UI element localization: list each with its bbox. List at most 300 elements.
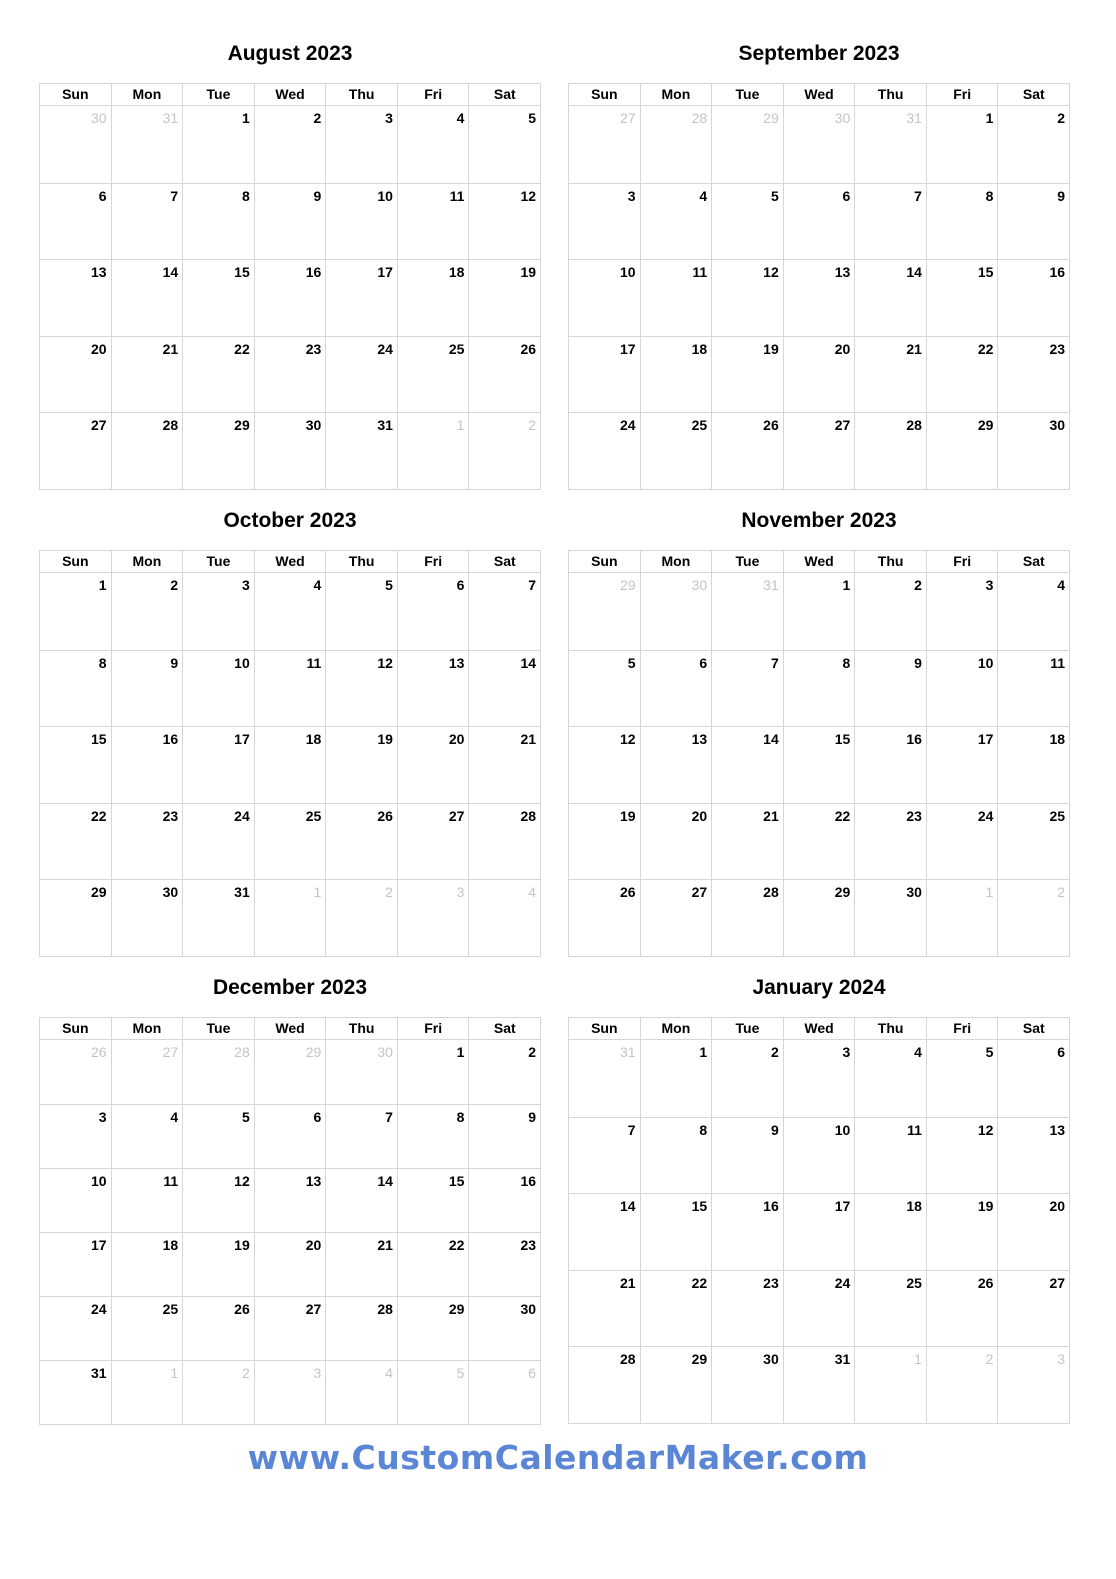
month-title: August 2023 bbox=[227, 42, 353, 65]
day-cell: 3 bbox=[783, 1040, 855, 1117]
month-grid bbox=[568, 83, 1070, 490]
week-row bbox=[569, 1117, 1069, 1194]
week-row bbox=[569, 1193, 1069, 1270]
day-cell-adjacent-month: 28 bbox=[182, 1040, 254, 1104]
day-cell: 22 bbox=[397, 1233, 469, 1296]
day-cell: 10 bbox=[325, 184, 397, 260]
day-cell: 13 bbox=[640, 727, 712, 803]
day-cell: 9 bbox=[711, 1118, 783, 1194]
weekday-label: Mon bbox=[640, 84, 712, 105]
day-cell-adjacent-month: 4 bbox=[468, 880, 540, 956]
day-cell: 8 bbox=[640, 1118, 712, 1194]
day-cell-adjacent-month: 1 bbox=[926, 880, 998, 956]
day-cell-adjacent-month: 26 bbox=[91, 1044, 107, 1060]
week-row bbox=[40, 1104, 540, 1168]
month-title: December 2023 bbox=[212, 976, 368, 999]
week-row bbox=[40, 336, 540, 413]
day-cell: 26 bbox=[182, 1297, 254, 1360]
week-row bbox=[569, 183, 1069, 260]
day-cell: 14 bbox=[468, 651, 540, 727]
day-cell: 29 bbox=[783, 880, 855, 956]
day-cell: 9 bbox=[254, 184, 326, 260]
day-cell: 2 bbox=[111, 573, 183, 650]
weekday-label: Mon bbox=[111, 551, 183, 572]
day-cell: 26 bbox=[468, 337, 540, 413]
day-cell: 14 bbox=[854, 260, 926, 336]
day-cell: 19 bbox=[620, 807, 636, 824]
day-cell: 24 bbox=[926, 804, 998, 880]
day-cell: 8 bbox=[783, 651, 855, 727]
day-cell: 28 bbox=[711, 880, 783, 956]
day-cell: 23 bbox=[711, 1271, 783, 1347]
day-cell: 23 bbox=[468, 1233, 540, 1296]
week-row bbox=[40, 259, 540, 336]
day-cell: 3 bbox=[325, 106, 397, 183]
day-cell: 1 bbox=[926, 106, 998, 183]
day-cell: 3 bbox=[926, 573, 998, 650]
day-cell: 21 bbox=[111, 337, 183, 413]
day-cell-adjacent-month: 2 bbox=[926, 1347, 998, 1423]
weekday-label: Sun bbox=[62, 1020, 89, 1036]
weekday-label: Thu bbox=[854, 84, 926, 105]
day-cell: 28 bbox=[620, 1351, 636, 1368]
day-cell-adjacent-month: 2 bbox=[182, 1361, 254, 1424]
day-cell: 23 bbox=[111, 804, 183, 880]
day-cell: 16 bbox=[111, 727, 183, 803]
day-cell: 19 bbox=[325, 727, 397, 803]
day-cell: 2 bbox=[997, 106, 1069, 183]
day-cell: 29 bbox=[91, 884, 107, 901]
day-cell: 16 bbox=[711, 1194, 783, 1270]
weekday-label: Thu bbox=[854, 1018, 926, 1039]
weekday-header-row bbox=[569, 1018, 1069, 1040]
day-cell: 28 bbox=[111, 413, 183, 489]
day-cell: 5 bbox=[926, 1040, 998, 1117]
day-cell-adjacent-month: 31 bbox=[111, 106, 183, 183]
week-row bbox=[40, 803, 540, 880]
day-cell: 18 bbox=[254, 727, 326, 803]
weekday-label: Thu bbox=[325, 1018, 397, 1039]
week-row bbox=[40, 1168, 540, 1232]
day-cell: 30 bbox=[111, 880, 183, 956]
day-cell: 2 bbox=[711, 1040, 783, 1117]
day-cell: 17 bbox=[325, 260, 397, 336]
week-row bbox=[40, 1296, 540, 1360]
weekday-label: Sat bbox=[997, 1018, 1069, 1039]
day-cell: 27 bbox=[397, 804, 469, 880]
day-cell-adjacent-month: 29 bbox=[620, 577, 636, 593]
week-row bbox=[40, 726, 540, 803]
day-cell: 4 bbox=[854, 1040, 926, 1117]
day-cell-adjacent-month: 3 bbox=[397, 880, 469, 956]
weekday-label: Fri bbox=[397, 551, 469, 572]
weekday-header-row bbox=[569, 84, 1069, 106]
weekday-label: Fri bbox=[926, 1018, 998, 1039]
day-cell: 15 bbox=[397, 1169, 469, 1232]
weekday-label: Sun bbox=[591, 1020, 618, 1036]
week-row bbox=[569, 650, 1069, 727]
day-cell: 7 bbox=[711, 651, 783, 727]
weekday-label: Tue bbox=[711, 84, 783, 105]
week-row bbox=[40, 1360, 540, 1424]
day-cell: 25 bbox=[997, 804, 1069, 880]
day-cell: 25 bbox=[854, 1271, 926, 1347]
day-cell: 8 bbox=[98, 654, 107, 671]
weekday-label: Wed bbox=[783, 84, 855, 105]
day-cell: 18 bbox=[111, 1233, 183, 1296]
day-cell: 11 bbox=[111, 1169, 183, 1232]
weekday-label: Wed bbox=[783, 551, 855, 572]
week-row bbox=[40, 183, 540, 260]
day-cell: 1 bbox=[783, 573, 855, 650]
day-cell-adjacent-month: 2 bbox=[325, 880, 397, 956]
weekday-label: Sat bbox=[468, 1018, 540, 1039]
day-cell: 18 bbox=[640, 337, 712, 413]
month-grid bbox=[39, 550, 541, 957]
day-cell: 2 bbox=[468, 1040, 540, 1104]
week-row bbox=[569, 1270, 1069, 1347]
day-cell: 12 bbox=[620, 731, 636, 748]
day-cell: 7 bbox=[468, 573, 540, 650]
week-row bbox=[40, 650, 540, 727]
day-cell: 26 bbox=[620, 884, 636, 901]
day-cell: 26 bbox=[711, 413, 783, 489]
day-cell: 10 bbox=[783, 1118, 855, 1194]
day-cell: 17 bbox=[91, 1237, 107, 1253]
day-cell: 31 bbox=[91, 1365, 107, 1381]
weekday-label: Mon bbox=[640, 1018, 712, 1039]
day-cell: 10 bbox=[926, 651, 998, 727]
day-cell: 5 bbox=[468, 106, 540, 183]
weekday-label: Sat bbox=[468, 84, 540, 105]
month-title: September 2023 bbox=[738, 42, 900, 65]
day-cell-adjacent-month: 5 bbox=[397, 1361, 469, 1424]
day-cell-adjacent-month: 1 bbox=[397, 413, 469, 489]
month-title: January 2024 bbox=[752, 976, 886, 999]
day-cell: 9 bbox=[854, 651, 926, 727]
day-cell: 3 bbox=[182, 573, 254, 650]
day-cell: 11 bbox=[854, 1118, 926, 1194]
weekday-label: Sat bbox=[997, 551, 1069, 572]
day-cell: 10 bbox=[620, 264, 636, 281]
day-cell: 19 bbox=[711, 337, 783, 413]
day-cell: 24 bbox=[182, 804, 254, 880]
day-cell-adjacent-month: 3 bbox=[997, 1347, 1069, 1423]
day-cell: 21 bbox=[854, 337, 926, 413]
day-cell: 8 bbox=[397, 1105, 469, 1168]
day-cell: 24 bbox=[620, 417, 636, 434]
day-cell: 27 bbox=[254, 1297, 326, 1360]
day-cell: 20 bbox=[640, 804, 712, 880]
day-cell: 30 bbox=[468, 1297, 540, 1360]
day-cell: 21 bbox=[620, 1274, 636, 1291]
day-cell: 7 bbox=[627, 1121, 636, 1138]
week-row bbox=[569, 879, 1069, 956]
weekday-header-row bbox=[40, 1018, 540, 1040]
weekday-label: Wed bbox=[254, 84, 326, 105]
month-calendar bbox=[568, 42, 1070, 490]
day-cell: 11 bbox=[997, 651, 1069, 727]
day-cell: 9 bbox=[111, 651, 183, 727]
weekday-label: Tue bbox=[182, 551, 254, 572]
day-cell: 26 bbox=[926, 1271, 998, 1347]
weekday-label: Sun bbox=[62, 86, 89, 102]
weekday-label: Sat bbox=[997, 84, 1069, 105]
day-cell-adjacent-month: 27 bbox=[620, 110, 636, 126]
day-cell: 16 bbox=[254, 260, 326, 336]
week-row bbox=[40, 412, 540, 489]
week-row bbox=[40, 879, 540, 956]
day-cell: 13 bbox=[91, 264, 107, 281]
day-cell: 25 bbox=[254, 804, 326, 880]
day-cell: 19 bbox=[926, 1194, 998, 1270]
day-cell: 13 bbox=[783, 260, 855, 336]
day-cell: 22 bbox=[926, 337, 998, 413]
day-cell: 5 bbox=[627, 654, 636, 671]
day-cell: 12 bbox=[182, 1169, 254, 1232]
day-cell: 30 bbox=[854, 880, 926, 956]
day-cell: 24 bbox=[783, 1271, 855, 1347]
day-cell: 1 bbox=[640, 1040, 712, 1117]
day-cell-adjacent-month: 31 bbox=[854, 106, 926, 183]
day-cell: 10 bbox=[182, 651, 254, 727]
day-cell: 6 bbox=[98, 187, 107, 204]
day-cell: 30 bbox=[997, 413, 1069, 489]
weekday-label: Mon bbox=[111, 1018, 183, 1039]
day-cell: 15 bbox=[783, 727, 855, 803]
day-cell: 4 bbox=[997, 573, 1069, 650]
day-cell: 27 bbox=[640, 880, 712, 956]
day-cell: 1 bbox=[98, 577, 107, 593]
day-cell: 6 bbox=[397, 573, 469, 650]
day-cell-adjacent-month: 30 bbox=[91, 110, 107, 126]
day-cell-adjacent-month: 1 bbox=[854, 1347, 926, 1423]
day-cell: 12 bbox=[468, 184, 540, 260]
day-cell: 20 bbox=[91, 340, 107, 357]
weekday-header-row bbox=[40, 551, 540, 573]
day-cell: 12 bbox=[325, 651, 397, 727]
month-grid bbox=[39, 1017, 541, 1425]
day-cell: 3 bbox=[98, 1109, 107, 1125]
day-cell-adjacent-month: 3 bbox=[254, 1361, 326, 1424]
weekday-label: Mon bbox=[111, 84, 183, 105]
day-cell: 3 bbox=[627, 187, 636, 204]
day-cell: 22 bbox=[91, 807, 107, 824]
weekday-label: Tue bbox=[711, 551, 783, 572]
day-cell: 7 bbox=[325, 1105, 397, 1168]
day-cell: 21 bbox=[468, 727, 540, 803]
day-cell-adjacent-month: 1 bbox=[111, 1361, 183, 1424]
weekday-label: Mon bbox=[640, 551, 712, 572]
weekday-label: Sun bbox=[591, 86, 618, 102]
week-row bbox=[40, 106, 540, 183]
day-cell-adjacent-month: 31 bbox=[620, 1044, 636, 1060]
weekday-label: Tue bbox=[182, 1018, 254, 1039]
weekday-label: Fri bbox=[926, 551, 998, 572]
day-cell: 14 bbox=[711, 727, 783, 803]
day-cell: 16 bbox=[468, 1169, 540, 1232]
day-cell: 27 bbox=[91, 417, 107, 434]
day-cell-adjacent-month: 1 bbox=[254, 880, 326, 956]
weekday-label: Wed bbox=[254, 1018, 326, 1039]
day-cell: 22 bbox=[783, 804, 855, 880]
weekday-label: Thu bbox=[325, 84, 397, 105]
day-cell: 14 bbox=[111, 260, 183, 336]
day-cell: 1 bbox=[182, 106, 254, 183]
month-calendar bbox=[39, 42, 541, 490]
week-row bbox=[40, 1232, 540, 1296]
week-row bbox=[569, 803, 1069, 880]
week-row bbox=[569, 412, 1069, 489]
day-cell: 4 bbox=[397, 106, 469, 183]
month-grid bbox=[568, 550, 1070, 957]
day-cell: 2 bbox=[254, 106, 326, 183]
day-cell: 18 bbox=[997, 727, 1069, 803]
day-cell: 26 bbox=[325, 804, 397, 880]
day-cell: 6 bbox=[783, 184, 855, 260]
weekday-label: Fri bbox=[397, 1018, 469, 1039]
weekday-label: Fri bbox=[397, 84, 469, 105]
day-cell: 28 bbox=[468, 804, 540, 880]
day-cell-adjacent-month: 30 bbox=[783, 106, 855, 183]
day-cell: 29 bbox=[926, 413, 998, 489]
day-cell: 2 bbox=[854, 573, 926, 650]
day-cell-adjacent-month: 30 bbox=[325, 1040, 397, 1104]
day-cell: 23 bbox=[254, 337, 326, 413]
week-row bbox=[569, 1346, 1069, 1423]
day-cell: 5 bbox=[325, 573, 397, 650]
day-cell: 20 bbox=[397, 727, 469, 803]
day-cell: 29 bbox=[182, 413, 254, 489]
day-cell: 20 bbox=[783, 337, 855, 413]
weekday-label: Thu bbox=[325, 551, 397, 572]
month-calendar bbox=[568, 509, 1070, 957]
day-cell: 5 bbox=[711, 184, 783, 260]
day-cell: 1 bbox=[397, 1040, 469, 1104]
day-cell: 6 bbox=[254, 1105, 326, 1168]
day-cell: 19 bbox=[468, 260, 540, 336]
week-row bbox=[569, 573, 1069, 650]
day-cell-adjacent-month: 4 bbox=[325, 1361, 397, 1424]
day-cell: 25 bbox=[640, 413, 712, 489]
footer-website[interactable]: www.CustomCalendarMaker.com bbox=[247, 1438, 869, 1477]
day-cell: 23 bbox=[997, 337, 1069, 413]
week-row bbox=[569, 1040, 1069, 1117]
day-cell: 4 bbox=[111, 1105, 183, 1168]
day-cell: 8 bbox=[182, 184, 254, 260]
day-cell: 10 bbox=[91, 1173, 107, 1189]
day-cell: 20 bbox=[997, 1194, 1069, 1270]
day-cell: 7 bbox=[111, 184, 183, 260]
day-cell: 15 bbox=[926, 260, 998, 336]
day-cell: 27 bbox=[997, 1271, 1069, 1347]
day-cell: 13 bbox=[397, 651, 469, 727]
day-cell: 28 bbox=[854, 413, 926, 489]
day-cell: 16 bbox=[997, 260, 1069, 336]
month-grid bbox=[568, 1017, 1070, 1424]
day-cell: 21 bbox=[711, 804, 783, 880]
day-cell: 24 bbox=[91, 1301, 107, 1317]
day-cell: 30 bbox=[711, 1347, 783, 1423]
weekday-header-row bbox=[40, 84, 540, 106]
day-cell: 19 bbox=[182, 1233, 254, 1296]
day-cell-adjacent-month: 6 bbox=[468, 1361, 540, 1424]
week-row bbox=[40, 1040, 540, 1104]
month-title: November 2023 bbox=[741, 509, 897, 532]
day-cell: 15 bbox=[182, 260, 254, 336]
day-cell-adjacent-month: 27 bbox=[111, 1040, 183, 1104]
day-cell: 5 bbox=[182, 1105, 254, 1168]
day-cell-adjacent-month: 2 bbox=[468, 413, 540, 489]
weekday-label: Thu bbox=[854, 551, 926, 572]
week-row bbox=[569, 259, 1069, 336]
day-cell: 12 bbox=[926, 1118, 998, 1194]
day-cell: 29 bbox=[640, 1347, 712, 1423]
day-cell: 31 bbox=[325, 413, 397, 489]
day-cell: 16 bbox=[854, 727, 926, 803]
day-cell: 17 bbox=[783, 1194, 855, 1270]
day-cell: 9 bbox=[997, 184, 1069, 260]
day-cell: 21 bbox=[325, 1233, 397, 1296]
day-cell: 6 bbox=[997, 1040, 1069, 1117]
weekday-label: Fri bbox=[926, 84, 998, 105]
day-cell: 4 bbox=[640, 184, 712, 260]
day-cell: 13 bbox=[254, 1169, 326, 1232]
weekday-label: Sun bbox=[62, 553, 89, 569]
day-cell: 18 bbox=[397, 260, 469, 336]
day-cell-adjacent-month: 30 bbox=[640, 573, 712, 650]
weekday-label: Tue bbox=[182, 84, 254, 105]
month-calendar bbox=[39, 509, 541, 957]
day-cell: 20 bbox=[254, 1233, 326, 1296]
month-calendar bbox=[39, 976, 541, 1425]
week-row bbox=[569, 336, 1069, 413]
day-cell-adjacent-month: 28 bbox=[640, 106, 712, 183]
weekday-label: Tue bbox=[711, 1018, 783, 1039]
day-cell: 14 bbox=[325, 1169, 397, 1232]
day-cell: 23 bbox=[854, 804, 926, 880]
weekday-label: Wed bbox=[783, 1018, 855, 1039]
day-cell: 27 bbox=[783, 413, 855, 489]
day-cell: 29 bbox=[397, 1297, 469, 1360]
day-cell: 7 bbox=[854, 184, 926, 260]
day-cell: 25 bbox=[111, 1297, 183, 1360]
day-cell: 17 bbox=[182, 727, 254, 803]
day-cell: 13 bbox=[997, 1118, 1069, 1194]
month-calendar bbox=[568, 976, 1070, 1424]
weekday-label: Wed bbox=[254, 551, 326, 572]
day-cell: 4 bbox=[254, 573, 326, 650]
day-cell-adjacent-month: 29 bbox=[254, 1040, 326, 1104]
day-cell: 11 bbox=[397, 184, 469, 260]
day-cell-adjacent-month: 2 bbox=[997, 880, 1069, 956]
week-row bbox=[569, 726, 1069, 803]
day-cell: 14 bbox=[620, 1198, 636, 1215]
day-cell: 6 bbox=[640, 651, 712, 727]
day-cell: 25 bbox=[397, 337, 469, 413]
day-cell: 12 bbox=[711, 260, 783, 336]
day-cell: 28 bbox=[325, 1297, 397, 1360]
day-cell: 17 bbox=[620, 340, 636, 357]
day-cell: 22 bbox=[182, 337, 254, 413]
day-cell: 11 bbox=[640, 260, 712, 336]
day-cell: 24 bbox=[325, 337, 397, 413]
day-cell: 11 bbox=[254, 651, 326, 727]
week-row bbox=[569, 106, 1069, 183]
day-cell: 22 bbox=[640, 1271, 712, 1347]
weekday-label: Sun bbox=[591, 553, 618, 569]
day-cell: 31 bbox=[182, 880, 254, 956]
